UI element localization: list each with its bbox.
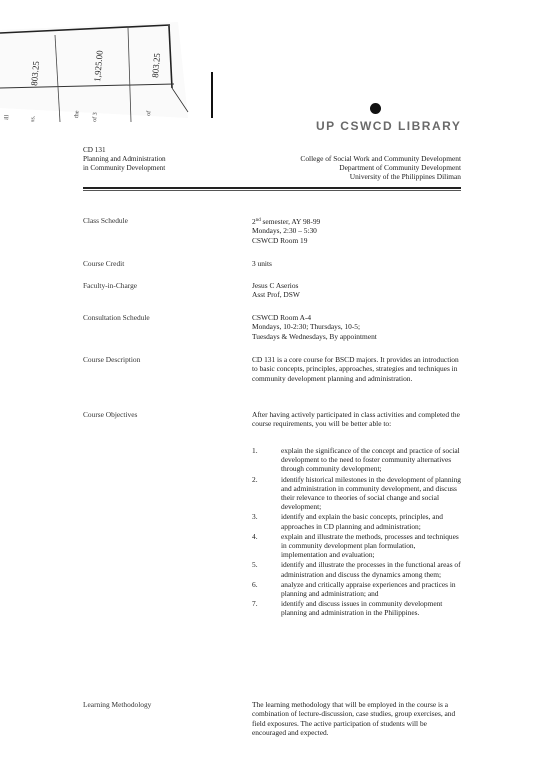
scanned-ledger-fragment [0, 0, 200, 130]
objective-text: explain and illustrate the methods, processes and techniques in community development plan formulation, implementation and evaluation; [281, 531, 459, 560]
objective-text: identify and discuss issues in community development planning and administration in the Philippines. [281, 599, 443, 618]
course-credit-label: Course Credit [83, 259, 125, 268]
course-credit-value: 3 units [252, 259, 272, 268]
objective-number: 2. [252, 474, 258, 484]
ledger-value-1: 803.25 [29, 60, 42, 87]
faculty-name: Jesus C Aserios [252, 281, 299, 290]
semester-text: semester, AY 98-99 [260, 217, 321, 226]
objective-number: 5. [252, 560, 258, 570]
objective-item [252, 599, 462, 617]
objective-number: 4. [252, 531, 258, 541]
ledger-fragment-2: ss. [30, 115, 37, 123]
objective-text: explain the significance of the concept and practice of social development to the need to foster community alternatives through community development; [281, 446, 460, 474]
objective-number: 3. [252, 512, 258, 522]
objective-text: identify historical milestones in the development of planning and administration in community development, and discuss their relevance to theories of social change and social development; [281, 474, 462, 512]
ledger-fragment-5: of [146, 110, 153, 117]
class-schedule-value [252, 216, 462, 245]
ledger-fragment-4: of 3 [92, 112, 99, 123]
learning-methodology-label: Learning Methodology [83, 700, 152, 709]
objective-item [252, 560, 462, 578]
college-name: College of Social Work and Community Development [300, 154, 461, 163]
consultation-hours: Mondays, 10-2:30; Thursdays, 10-5; [252, 322, 361, 332]
objective-item [252, 580, 462, 598]
faculty-value [252, 281, 462, 300]
objective-item [252, 512, 462, 530]
library-wordmark: UP CSWCD LIBRARY [316, 119, 462, 133]
header-rule [83, 187, 461, 189]
department-name: Department of Community Development [339, 163, 461, 173]
class-room: CSWCD Room 19 [252, 235, 308, 245]
faculty-label: Faculty-in-Charge [83, 281, 138, 290]
objective-number: 1. [252, 446, 258, 455]
objective-text: identify and explain the basic concepts, principles, and approaches in CD planning and administration; [281, 512, 443, 531]
objective-text: analyze and critically appraise experiences and practices in planning and administration; and [281, 579, 456, 599]
objective-text: identify and illustrate the processes in the functional areas of administration and discuss the dynamics among them; [281, 560, 461, 579]
course-title-line-1: Planning and Administration [83, 155, 166, 163]
consultation-label: Consultation Schedule [83, 313, 150, 322]
course-title-line-2: in Community Development [83, 164, 166, 172]
consultation-value [252, 313, 462, 341]
objective-item [252, 532, 462, 560]
objective-item [252, 446, 462, 474]
learning-methodology-text: The learning methodology that will be employed in the course is a combination of lecture-discussion, case studies, group exercises, and field exposures. The active participation of students will be encouraged and expected. [252, 700, 456, 738]
semester-number: 2 [252, 217, 256, 226]
objective-item [252, 475, 462, 512]
university-seal-icon [370, 103, 381, 114]
class-time: Mondays, 2:30 – 5:30 [252, 226, 317, 236]
semester-suffix: nd [255, 218, 261, 223]
faculty-title: Asst Prof, DSW [252, 290, 300, 300]
objective-number: 7. [252, 599, 258, 609]
ledger-value-2: 1,925.00 [92, 49, 105, 83]
header-rule-thin [83, 190, 461, 191]
consultation-appointment: Tuesdays & Wednesdays, By appointment [252, 331, 377, 341]
objective-number: 6. [252, 579, 258, 589]
course-objectives-label: Course Objectives [83, 410, 138, 419]
stray-pen-mark [211, 72, 213, 118]
course-description-label: Course Description [83, 355, 141, 364]
consultation-room: CSWCD Room A-4 [252, 313, 312, 322]
ledger-value-3: 803.25 [150, 52, 163, 79]
ledger-fragment-3: the [74, 110, 81, 119]
class-schedule-label: Class Schedule [83, 216, 128, 225]
course-header [83, 146, 166, 173]
objectives-list [252, 446, 462, 619]
university-name: University of the Philippines Diliman [349, 172, 461, 182]
course-code: CD 131 [83, 146, 106, 154]
ledger-fragment-1: ill [4, 114, 11, 121]
course-description-text: CD 131 is a core course for BSCD majors. It provides an introduction to basic concepts, principles, approaches, strategies and techniques in community development planning and administration. [252, 355, 459, 383]
institution-header [300, 154, 461, 182]
course-objectives-intro: After having actively participated in class activities and completed the course requirements, you will be better able to: [252, 410, 460, 429]
